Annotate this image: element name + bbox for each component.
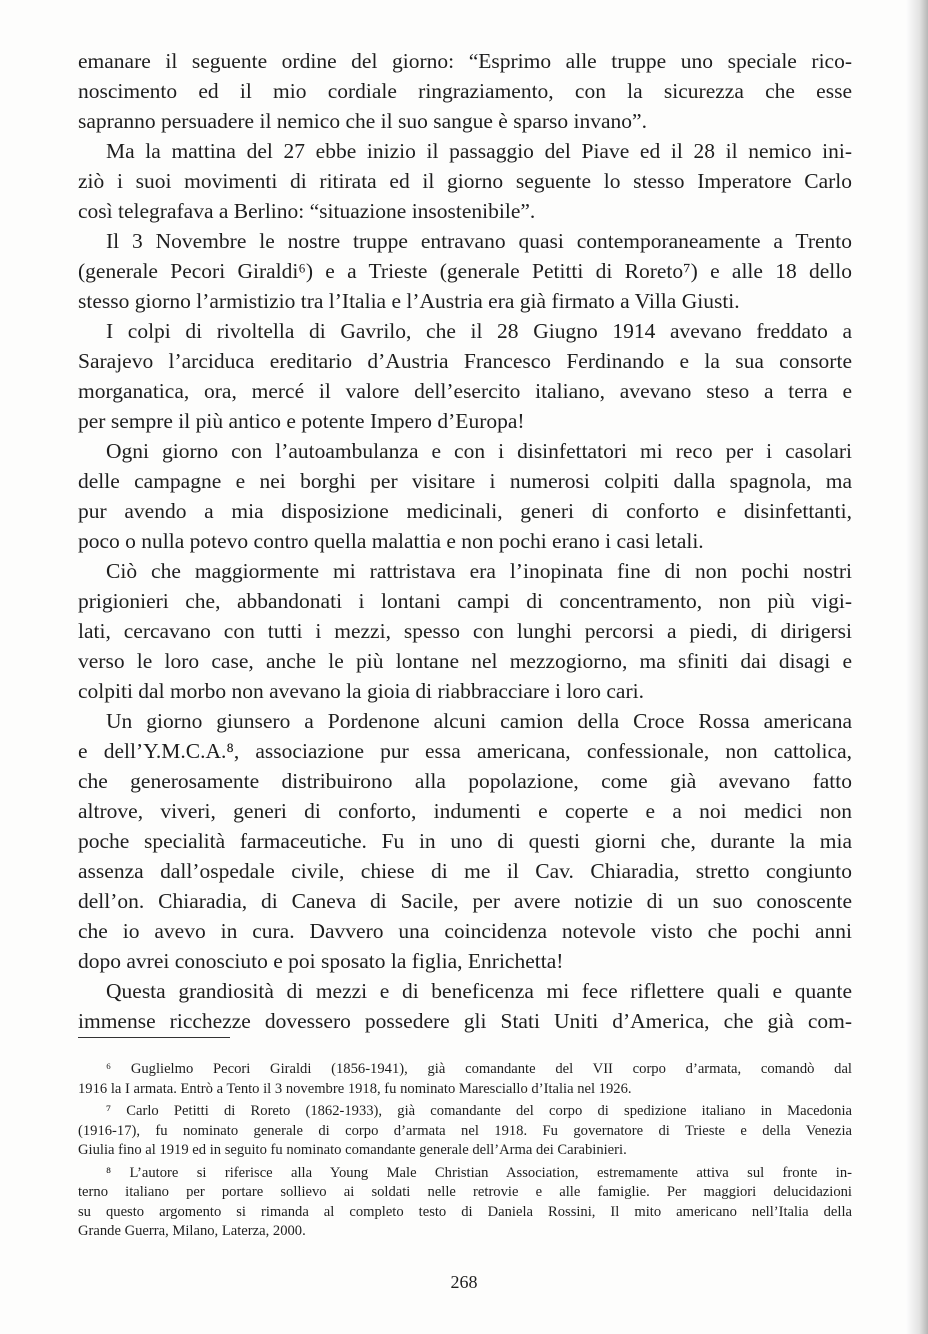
footnote-line: 1916 la I armata. Entrò a Tento il 3 novembre 1918, fu nominato Maresciallo d’Italia nel 1926. bbox=[78, 1080, 632, 1097]
page-number: 268 bbox=[450, 1272, 478, 1292]
paragraph bbox=[78, 706, 852, 976]
body-text bbox=[78, 46, 852, 1036]
text-line: delle campagne e nei borghi per visitare i numerosi colpiti dalla spagnola, ma bbox=[78, 469, 852, 493]
text-line: (generale Pecori Giraldi⁶) e a Trieste (generale Petitti di Roreto⁷) e alle 18 dello bbox=[78, 259, 852, 283]
text-line: colpiti dal morbo non avevano la gioia di riabbracciare i loro cari. bbox=[78, 679, 644, 703]
text-line: Ma la mattina del 27 ebbe inizio il passaggio del Piave ed il 28 il nemico ini- bbox=[106, 139, 852, 163]
text-line: I colpi di rivoltella di Gavrilo, che il 28 Giugno 1914 avevano freddato a bbox=[106, 319, 852, 343]
paragraph bbox=[78, 316, 852, 436]
text-line: altrove, viveri, generi di conforto, indumenti e coperte e a noi medici non bbox=[78, 799, 852, 823]
text-line: che generosamente distribuirono alla popolazione, come già avevano fatto bbox=[78, 769, 852, 793]
footnote-line: ⁶ Guglielmo Pecori Giraldi (1856-1941), già comandante del VII corpo d’armata, comandò dal bbox=[106, 1061, 852, 1077]
text-line: dell’on. Chiaradia, di Caneva di Sacile, per avere notizie di un suo conoscente bbox=[78, 889, 852, 913]
text-line: poco o nulla potevo contro quella malattia e non pochi erano i casi letali. bbox=[78, 529, 704, 553]
text-line: Un giorno giunsero a Pordenone alcuni camion della Croce Rossa americana bbox=[106, 709, 852, 733]
footnote-line: su questo argomento si rimanda al completo testo di Daniela Rossini, Il mito americano nell’Italia della bbox=[78, 1203, 852, 1220]
text-line: immense ricchezze dovessero possedere gli Stati Uniti d’America, che già com- bbox=[78, 1009, 852, 1033]
page-gutter-shadow bbox=[906, 0, 928, 1334]
text-line: pur avendo a mia disposizione medicinali, generi di conforto e disinfettanti, bbox=[78, 499, 852, 523]
footnote bbox=[78, 1060, 852, 1099]
text-line: così telegrafava a Berlino: “situazione insostenibile”. bbox=[78, 199, 536, 223]
footnote-line: (1916-17), fu nominato generale di corpo d’armata nel 1918. Fu governatore di Trieste e della Venezia bbox=[78, 1122, 852, 1139]
footnote-line: ⁷ Carlo Petitti di Roreto (1862-1933), già comandante del corpo di spedizione italiano in Macedonia bbox=[106, 1103, 852, 1119]
text-line: assenza dall’ospedale civile, chiese di me il Cav. Chiaradia, stretto congiunto bbox=[78, 859, 852, 883]
footnotes bbox=[78, 1060, 852, 1245]
footnote-line: terno italiano per portare sollievo ai soldati nelle retrovie e alle famiglie. Per maggiori delucidazioni bbox=[78, 1184, 852, 1200]
paragraph bbox=[78, 976, 852, 1036]
text-line: per sempre il più antico e potente Impero d’Europa! bbox=[78, 409, 525, 433]
paragraph bbox=[78, 226, 852, 316]
text-line: sapranno persuadere il nemico che il suo sangue è sparso invano”. bbox=[78, 109, 647, 133]
text-line: ziò i suoi movimenti di ritirata ed il giorno seguente lo stesso Imperatore Carlo bbox=[78, 169, 852, 193]
text-line: Questa grandiosità di mezzi e di beneficenza mi fece riflettere quali e quante bbox=[106, 979, 852, 1003]
text-line: stesso giorno l’armistizio tra l’Italia e l’Austria era già firmato a Villa Giusti. bbox=[78, 289, 740, 313]
text-line: prigionieri che, abbandonati i lontani campi di concentramento, non più vigi- bbox=[78, 589, 852, 613]
paragraph bbox=[78, 436, 852, 556]
footnote bbox=[78, 1164, 852, 1242]
text-line: che io avevo in cura. Davvero una coincidenza notevole visto che pochi anni bbox=[78, 919, 852, 943]
text-line: morganatica, ora, mercé il valore dell’esercito italiano, avevano steso a terra e bbox=[78, 379, 852, 403]
footnote bbox=[78, 1102, 852, 1161]
text-line: Ogni giorno con l’autoambulanza e con i disinfettatori mi reco per i casolari bbox=[106, 439, 852, 463]
text-line: dopo avrei conosciuto e poi sposato la figlia, Enrichetta! bbox=[78, 949, 564, 973]
paragraph bbox=[78, 46, 852, 136]
footnote-separator bbox=[78, 1037, 230, 1038]
paragraph bbox=[78, 556, 852, 706]
text-line: Sarajevo l’arciduca ereditario d’Austria Francesco Ferdinando e la sua consorte bbox=[78, 349, 852, 373]
text-line: verso le loro case, anche le più lontane nel mezzogiorno, ma sfiniti dai disagi e bbox=[78, 649, 852, 673]
footnote-line: ⁸ L’autore si riferisce alla Young Male Christian Association, estremamente attiva sul fronte in- bbox=[106, 1164, 852, 1181]
text-line: poche specialità farmaceutiche. Fu in uno di questi giorni che, durante la mia bbox=[78, 829, 852, 853]
text-line: Il 3 Novembre le nostre truppe entravano quasi contemporaneamente a Trento bbox=[106, 229, 852, 253]
footnote-line: Grande Guerra, Milano, Laterza, 2000. bbox=[78, 1223, 306, 1239]
text-line: emanare il seguente ordine del giorno: “Esprimo alle truppe uno speciale rico- bbox=[78, 49, 852, 73]
text-line: e dell’Y.M.C.A.⁸, associazione pur essa americana, confessionale, non cattolica, bbox=[78, 739, 852, 763]
footnote-line: Giulia fino al 1919 ed in seguito fu nominato comandante generale dell’Arma dei Carabinieri. bbox=[78, 1142, 627, 1158]
text-line: lati, cercavano con tutti i mezzi, spesso con lunghi percorsi a piedi, di dirigersi bbox=[78, 619, 852, 643]
paragraph bbox=[78, 136, 852, 226]
text-line: Ciò che maggiormente mi rattristava era l’inopinata fine di non pochi nostri bbox=[106, 559, 852, 583]
text-line: noscimento ed il mio cordiale ringraziamento, con la sicurezza che esse bbox=[78, 79, 852, 103]
